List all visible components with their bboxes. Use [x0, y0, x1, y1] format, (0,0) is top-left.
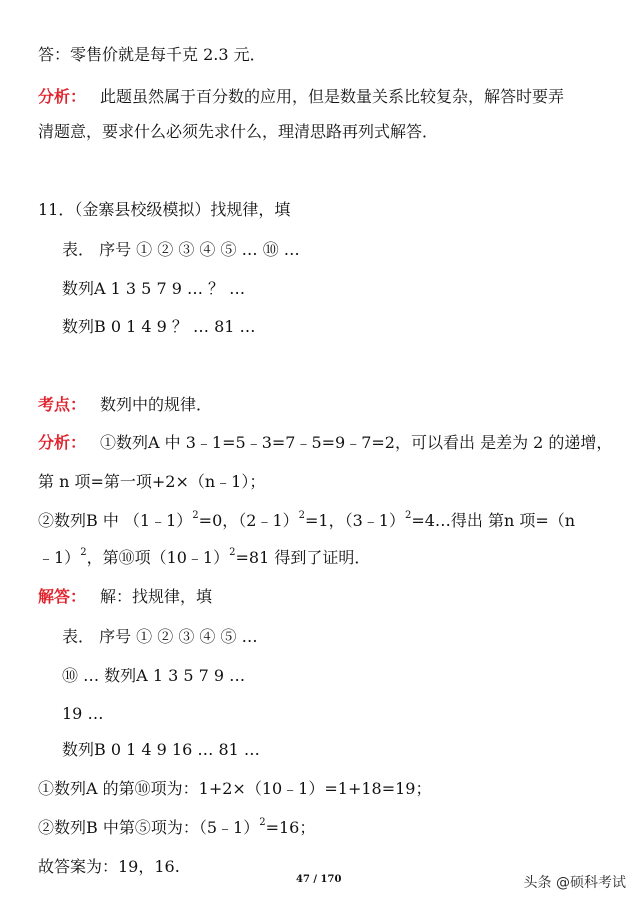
final-answer: 故答案为：19，16.	[38, 857, 180, 876]
analysis-label: 分析：	[38, 87, 87, 106]
solution-label: 解答：	[38, 587, 87, 606]
question-11-sequence-b: 数列B 0 1 4 9 ？ … 81 …	[62, 317, 256, 336]
analysis-text: ①数列A 中 3﹣1=5﹣3=7﹣5=9﹣7=2，可以看出 是差为 2 的递增，	[100, 433, 613, 452]
question-11-title: 11．（金寨县校级模拟）找规律，填	[38, 200, 291, 219]
solution-intro: 解：找规律，填	[100, 587, 213, 606]
previous-answer: 答：零售价就是每千克 2.3 元．	[38, 45, 266, 64]
analysis-text: 此题虽然属于百分数的应用，但是数量关系比较复杂，解答时要弄	[100, 87, 565, 106]
watermark	[524, 872, 626, 892]
solution-table-line-1: 表． 序号 ① ② ③ ④ ⑤ …	[62, 627, 258, 646]
analysis-block-1	[38, 86, 564, 108]
kaodian-text: 数列中的规律．	[100, 395, 213, 414]
watermark-text: 头条 @硕科考试	[523, 875, 626, 891]
kaodian-block	[38, 394, 212, 416]
kaodian-label: 考点：	[38, 395, 87, 414]
solution-block	[38, 586, 212, 608]
analysis-label: 分析：	[38, 433, 87, 452]
solution-table-line-3: 19 …	[62, 704, 104, 723]
solution-table-line-2: ⑩ … 数列A 1 3 5 7 9 …	[62, 666, 246, 685]
question-11-table-header: 表． 序号 ① ② ③ ④ ⑤ … ⑩ …	[62, 240, 300, 259]
analysis-sequence-b-line: ②数列B 中 （1﹣1）$^2$=0，（2﹣1）$^2$=1，（3﹣1）$^2$=4…得出 第n 项=（n	[38, 509, 576, 530]
analysis-text-continued: 第 n 项=第一项+2×（n﹣1）；	[38, 472, 266, 491]
solution-sequence-b: ②数列B 中第⑤项为：（5﹣1）$^2$=16；	[38, 816, 316, 837]
analysis-block-2	[38, 432, 612, 454]
question-11-sequence-a: 数列A 1 3 5 7 9 … ？ …	[62, 279, 246, 298]
solution-table-line-4: 数列B 0 1 4 9 16 … 81 …	[62, 740, 260, 759]
solution-sequence-a: ①数列A 的第⑩项为：1+2×（10﹣1）=1+18=19；	[38, 779, 432, 798]
analysis-sequence-b-line-2: ﹣1）$^2$，第⑩项（10﹣1）$^2$=81 得到了证明．	[38, 546, 371, 567]
page-number: 47 / 170	[296, 874, 342, 885]
analysis-text-continued: 清题意，要求什么必须先求什么，理清思路再列式解答．	[38, 122, 439, 141]
